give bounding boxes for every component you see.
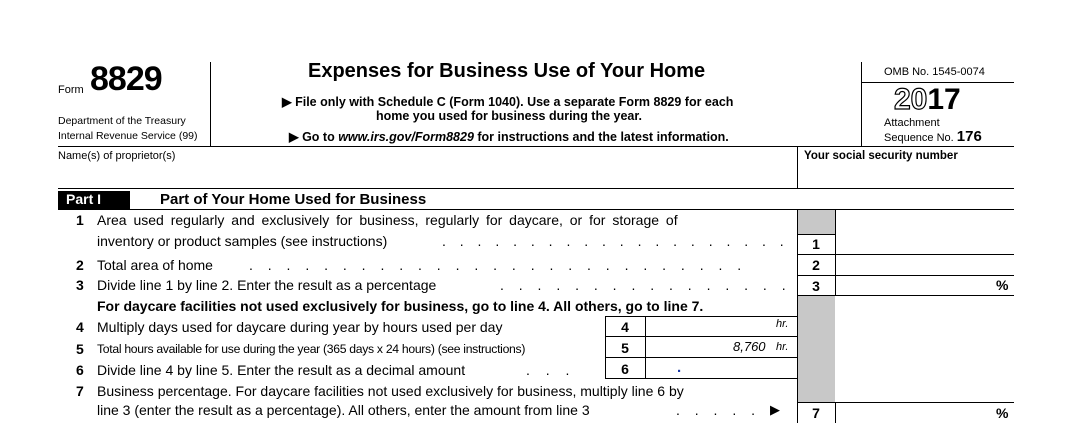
line6-box-label: 6 [621,361,629,377]
line1-amount-field[interactable] [837,234,1014,254]
col-mid-rule [835,210,836,296]
line1-box-label: 1 [812,236,820,252]
form-word: Form [58,84,84,96]
instruction-line-2-suffix: for instructions and the latest information. [473,130,729,144]
irs-url-link[interactable]: www.irs.gov/Form8829 [338,130,474,144]
omb-number: OMB No. 1545-0074 [884,66,985,78]
tax-year-outline: 20 [894,83,928,116]
line2-number: 2 [76,257,84,273]
ssn-divider [797,146,798,188]
line1-text-b: inventory or product samples (see instructions) [97,233,388,249]
line2-text: Total area of home [97,257,213,273]
ssn-label: Your social security number [804,150,958,162]
line7-percent: % [996,405,1009,421]
part-top-rule [58,188,1014,189]
line3-percent: % [996,277,1009,293]
line2-leader: . . . . . . . . . . . . . . . . . . . . . . . . . . . [249,257,747,273]
line6-leader: . . . [526,362,576,378]
line6-text: Divide line 4 by line 5. Enter the result as a decimal amount [97,362,466,378]
tax-year [894,83,961,117]
part-bottom-rule [58,209,1014,210]
col-mid-rule-lower [835,402,836,423]
line3-box-label: 3 [812,278,820,294]
part-tag-label: Part I [66,191,102,207]
line3-number: 3 [76,277,84,293]
line7-number: 7 [76,383,84,399]
instruction-line-1b: home you used for business during the year. [376,109,643,123]
line6-number: 6 [76,362,84,378]
name-label: Name(s) of proprietor(s) [58,150,176,162]
form-number: 8829 [90,60,162,98]
box1-top [797,234,835,235]
line1-number: 1 [76,212,84,228]
line2-box-label: 2 [812,257,820,273]
line5-value: 8,760 [733,339,766,354]
line6-amount-field[interactable] [685,359,795,378]
instruction-line-1: ▶ File only with Schedule C (Form 1040). Use a separate Form 8829 for each [282,95,734,109]
line5-hr-unit: hr. [776,341,789,353]
line1-text-a: Area used regularly and exclusively for business, regularly for daycare, or for storage of [97,212,678,228]
sequence-number: 176 [956,128,982,145]
line7-amount-field[interactable] [837,403,1014,423]
line7-box-label: 7 [812,405,820,421]
line5-box-label: 5 [621,340,629,356]
line6-decimal-point: . [677,359,682,376]
line2-amount-field[interactable] [837,255,1014,275]
sequence-text: Sequence No. [884,132,954,144]
department-name: Department of the Treasury [58,115,186,127]
header-left-divider [210,62,211,146]
line4-number: 4 [76,319,84,335]
header-bottom-rule [58,146,1014,147]
shaded-column-lower [797,296,835,402]
ssn-field[interactable] [800,164,1014,186]
daycare-note: For daycare facilities not used exclusively for business, go to line 4. All others, go to line 7. [97,298,704,314]
attachment-label: Attachment [884,117,940,129]
line5-number: 5 [76,341,84,357]
line3-amount-field[interactable] [837,276,1014,295]
line5-text: Total hours available for use during the year (365 days x 24 hours) (see instructions) [97,342,526,356]
line4-hr-unit: hr. [776,318,789,330]
line7-leader: . . . . . [676,402,761,418]
line1-leader: . . . . . . . . . . . . . . . . . . . . [442,233,789,249]
shaded-column-upper [797,210,835,234]
irs-name: Internal Revenue Service (99) [58,130,198,142]
instruction-line-2 [289,129,729,144]
line4-box-label: 4 [621,319,629,335]
part-title: Part of Your Home Used for Business [160,191,427,208]
line3-text: Divide line 1 by line 2. Enter the result as a percentage [97,277,437,293]
line7-arrow-icon: ▶ [770,402,780,417]
line7-text-a: Business percentage. For daycare facilities not used exclusively for business, multiply line 6 by [97,383,684,399]
sequence-label [884,128,982,145]
box3-bottom [797,295,1014,296]
name-field[interactable] [58,164,796,186]
form-title: Expenses for Business Use of Your Home [308,60,706,82]
tax-year-bold: 17 [927,83,961,116]
line4-text: Multiply days used for daycare during year by hours used per day [97,319,503,335]
header-right-divider [861,62,862,146]
line3-leader: . . . . . . . . . . . . . . . . [500,277,792,293]
instruction-line-2-prefix: ▶ Go to [289,130,339,144]
line7-text-b: line 3 (enter the result as a percentage). All others, enter the amount from line 3 [97,402,590,418]
line4-amount-field[interactable] [647,317,777,336]
